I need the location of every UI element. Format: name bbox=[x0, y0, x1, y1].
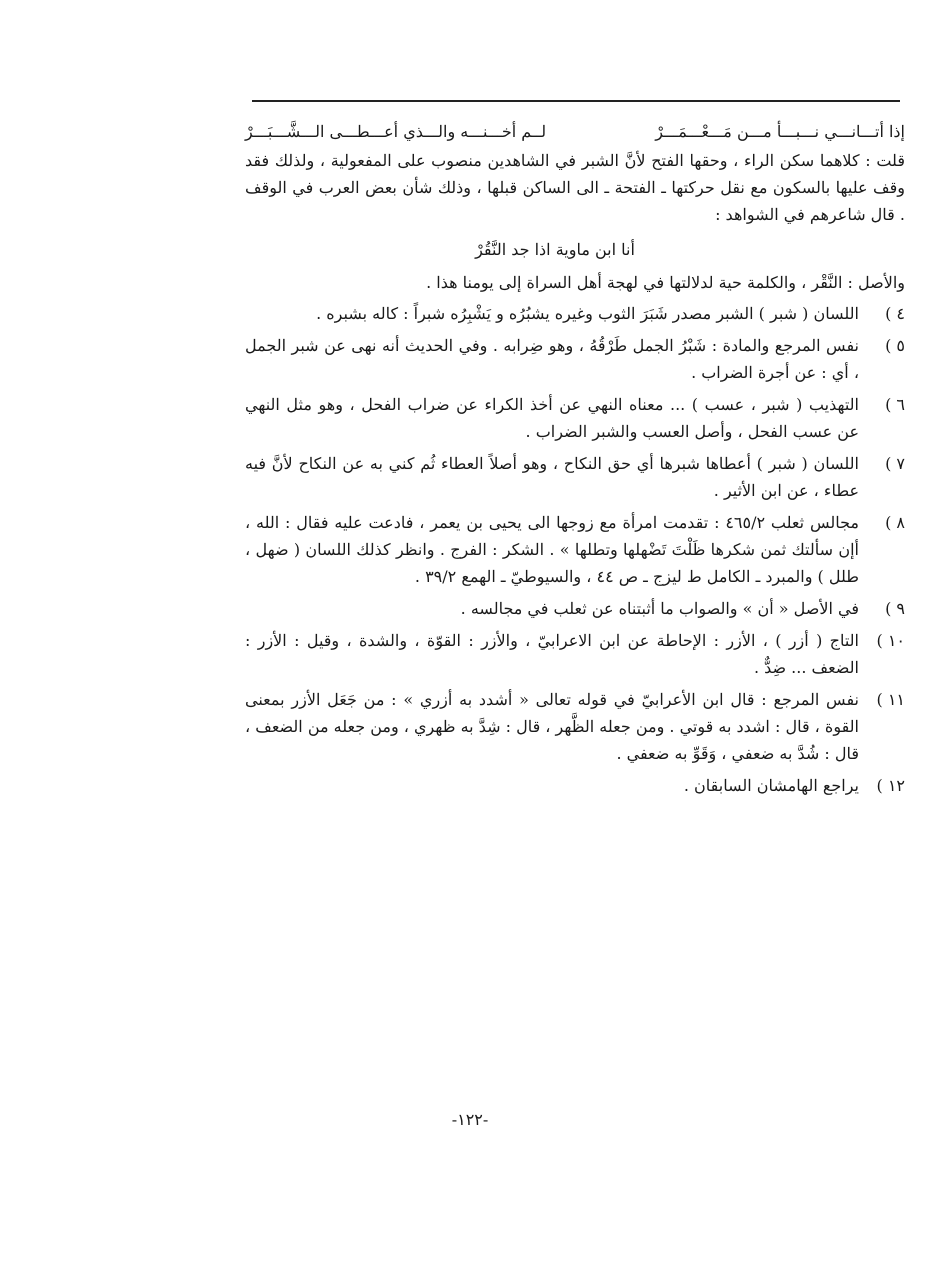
footnote-text: التاج ( أزر ) ، الأزر : الإحاطة عن ابن الاعرابيّ ، والأزر : القوّة ، والشدة ، وقيل : الأزر : الضعف ... ضِدٌّ . bbox=[245, 631, 860, 677]
footnote-number: ٤ ) bbox=[885, 304, 905, 323]
footnote-number: ١٠ ) bbox=[876, 631, 905, 650]
footnote-text: التهذيب ( شبر ، عسب ) ... معناه النهي عن أخذ الكراء عن ضراب الفحل ، وهو مثل النهي عن عسب الفحل ، وأصل العسب والشبر الضراب . bbox=[245, 395, 859, 441]
footnote-text: اللسان ( شبر ) أعطاها شبرها أي حق النكاح ، وهو أصلاً العطاء ثُم كني به عن النكاح لأنَّ فيه عطاء ، عن ابن الأثير . bbox=[245, 454, 859, 500]
footnote bbox=[245, 627, 905, 681]
shahid-line: أنا ابن ماوية اذا جد النَّقُرْ bbox=[475, 240, 635, 259]
footnote-text: يراجع الهامشان السابقان . bbox=[683, 776, 859, 795]
footnote-number: ١١ ) bbox=[876, 690, 905, 709]
footnote bbox=[245, 332, 905, 386]
footnote-text: نفس المرجع : قال ابن الأعرابيّ في قوله تعالى « أشدد به أزري » : من جَعَل الأزر بمعنى القوة ، قال : اشدد به قوتي . ومن جعله الظَّهر ، قال : شِدَّ به ظهري ، ومن جعله من الضعف ، قال : شُدَّ به ضعفي ، وَقَوِّ به ضعفي . bbox=[245, 690, 859, 763]
footnote-number: ٥ ) bbox=[885, 336, 905, 355]
intro-paragraph: قلت : كلاهما سكن الراء ، وحقها الفتح لأنَّ الشبر في الشاهدين منصوب على المفعولية ، ولذلك فقد وقف عليها بالسكون مع نقل حركتها ـ الفتحة ـ الى الساكن قبلها ، وذلك شأن بعض العرب في الوقف . قال شاعرهم في الشواهد : bbox=[245, 151, 905, 224]
asl-paragraph: والأصل : النَّقْر ، والكلمة حية لدلالتها في لهجة أهل السراة إلى يومنا هذا . bbox=[426, 273, 905, 292]
footnote-text: مجالس ثعلب ٤٦٥/٢ : تقدمت امرأة مع زوجها الى يحيى بن يعمر ، فادعت عليه فقال : الله ، أإن سألتك ثمن شكرها ظَلْتَ تَضْهلها وتطلها » . الشكر : الفرج . وانظر كذلك اللسان ( ضهل ، طلل ) والمبرد ـ الكامل ط ليزج ـ ص ٤٤ ، والسيوطيّ ـ الهمع ٣٩/٢ . bbox=[245, 513, 859, 586]
footnote bbox=[245, 772, 905, 799]
poetry-verse bbox=[245, 118, 905, 145]
verse-second-hemistich: لــم أخـــنـــه والـــذي أعـــطـــى الـــشَّـــبَـــرْ bbox=[245, 122, 547, 141]
verse-first-hemistich: إذا أتـــانـــي نـــبـــأ مـــن مَـــعْـــمَـــرْ bbox=[655, 122, 905, 141]
footnote-text: في الأصل « أن » والصواب ما أثبتناه عن ثعلب في مجالسه . bbox=[460, 599, 859, 618]
footnote bbox=[245, 509, 905, 590]
top-rule bbox=[252, 100, 900, 102]
footnote bbox=[245, 686, 905, 767]
footnote bbox=[245, 595, 905, 622]
footnote-number: ٩ ) bbox=[885, 599, 905, 618]
page-number: -١٢٢- bbox=[451, 1110, 489, 1129]
footnote-number: ٨ ) bbox=[885, 513, 905, 532]
footnote bbox=[245, 300, 905, 327]
footnote-number: ١٢ ) bbox=[876, 776, 905, 795]
footnote-text: اللسان ( شبر ) الشبر مصدر شَبَرَ الثوب وغيره يشبُرُه و يَشْبِرُه شبراً : كاله بشبره . bbox=[316, 304, 859, 323]
footnote-number: ٧ ) bbox=[885, 454, 905, 473]
footnote-number: ٦ ) bbox=[885, 395, 905, 414]
footnote-text: نفس المرجع والمادة : شَبْرُ الجمل طَرْقُهُ ، وهو ضِرابه . وفي الحديث أنه نهى عن شبر الجمل ، أي : عن أجرة الضراب . bbox=[245, 336, 859, 382]
footnotes bbox=[245, 300, 905, 799]
page-body bbox=[245, 118, 905, 804]
footnote bbox=[245, 391, 905, 445]
footnote bbox=[245, 450, 905, 504]
